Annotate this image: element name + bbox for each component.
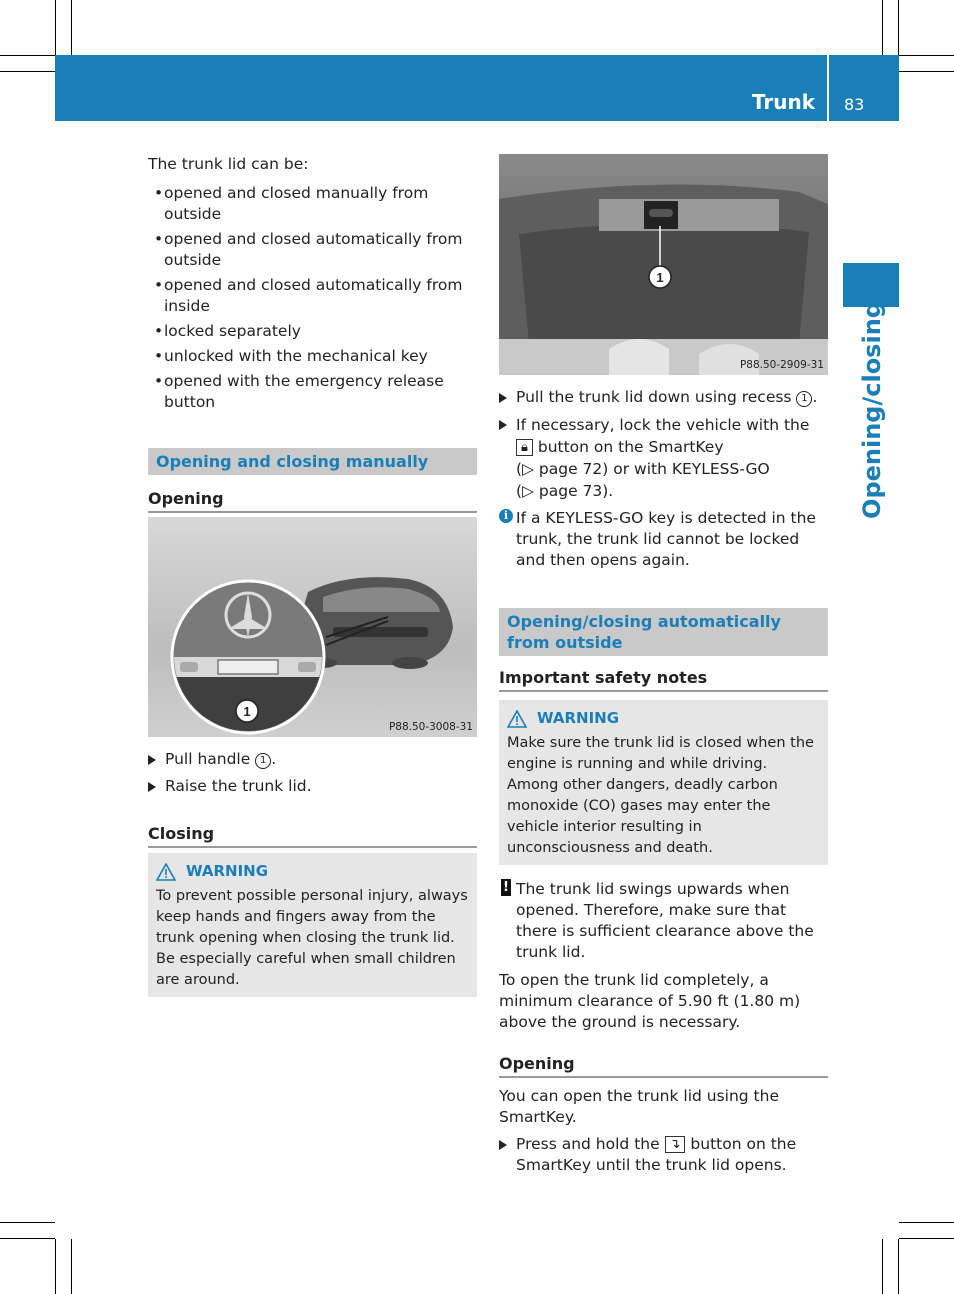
- crop-mark: [898, 1239, 899, 1294]
- list-item: • locked separately: [148, 321, 477, 342]
- crop-mark: [899, 1238, 954, 1239]
- page-reference: (▷ page 72) or with KEYLESS-GO: [516, 460, 770, 478]
- crop-mark: [882, 0, 883, 55]
- crop-mark: [55, 1239, 56, 1294]
- crop-mark: [899, 55, 954, 56]
- right-column: [499, 387, 828, 1182]
- list-item: • opened and closed automatically from outside: [148, 229, 477, 271]
- warning-triangle-icon: [156, 863, 176, 881]
- step-text: button on the SmartKey until the trunk lid opens.: [516, 1135, 797, 1174]
- warning-title: [507, 708, 820, 729]
- trunk-handle-illustration: [148, 517, 477, 737]
- trunk-interior-icon: [499, 154, 828, 375]
- warning-box: [499, 700, 828, 865]
- step-raise-lid: [148, 776, 477, 797]
- chapter-label: Opening/closing: [858, 301, 886, 519]
- warning-text: Make sure the trunk lid is closed when the engine is running and while driving. Among other dangers, deadly carbon monoxide (CO) gases may enter the vehicle interior resulting in unconsciousness and death.: [507, 735, 814, 856]
- left-column: [148, 154, 477, 548]
- crop-mark: [882, 1239, 883, 1294]
- step-pull-handle: [148, 749, 477, 770]
- trunk-lid-recess-illustration: [499, 154, 828, 375]
- opening-text: You can open the trunk lid using the SmartKey.: [499, 1087, 779, 1126]
- lock-key-icon: 🔒︎: [516, 439, 533, 456]
- exclamation-icon: !: [501, 879, 511, 896]
- list-item: • unlocked with the mechanical key: [148, 346, 477, 367]
- step-text: Raise the trunk lid.: [165, 777, 312, 795]
- step-lock-vehicle: [499, 414, 828, 502]
- list-item: • opened and closed manually from outside: [148, 183, 477, 225]
- step-text: Press and hold the: [516, 1135, 660, 1153]
- info-icon: i: [499, 509, 513, 523]
- caution-note: [499, 879, 828, 963]
- section-heading: Opening and closing manually: [148, 448, 477, 475]
- crop-mark: [55, 0, 56, 55]
- subsection-heading: Opening: [148, 488, 477, 513]
- list-item: • opened and closed automatically from inside: [148, 275, 477, 317]
- image-code: P88.50-3008-31: [388, 721, 473, 733]
- left-column-lower: [148, 749, 477, 997]
- car-rear-icon: [148, 517, 477, 737]
- step-text: Pull handle: [165, 750, 251, 768]
- crop-mark: [899, 71, 954, 72]
- list-item: • opened with the emergency release button: [148, 371, 477, 413]
- image-code: P88.50-2909-31: [739, 359, 824, 371]
- step-text: button on the SmartKey: [537, 438, 724, 456]
- step-arrow-icon: [499, 393, 507, 403]
- info-text: If a KEYLESS-GO key is detected in the trunk, the trunk lid cannot be locked and then opens again.: [516, 509, 816, 569]
- crop-mark: [899, 1222, 954, 1223]
- section-heading: Opening/closing automatically from outside: [499, 608, 828, 656]
- step-arrow-icon: [499, 420, 507, 430]
- step-arrow-icon: [148, 782, 156, 792]
- step-arrow-icon: [148, 755, 156, 765]
- step-press-hold: [499, 1134, 828, 1176]
- clearance-text: To open the trunk lid completely, a minimum clearance of 5.90 ft (1.80 m) above the ground is necessary.: [499, 971, 801, 1031]
- crop-mark: [0, 55, 55, 56]
- crop-mark: [71, 1239, 72, 1294]
- step-text: .: [271, 750, 277, 768]
- warning-label: WARNING: [186, 862, 269, 880]
- info-note: [499, 508, 828, 571]
- subsection-heading: Closing: [148, 823, 477, 848]
- crop-mark: [0, 1238, 55, 1239]
- step-text: .: [812, 388, 818, 406]
- section-title: Trunk: [751, 90, 815, 114]
- warning-label: WARNING: [537, 709, 620, 727]
- callout-number: 1: [255, 753, 271, 769]
- subsection-heading: Opening: [499, 1053, 828, 1078]
- page-number: 83: [844, 95, 865, 114]
- crop-mark: [0, 71, 55, 72]
- step-text: If necessary, lock the vehicle with the: [516, 416, 810, 434]
- step-arrow-icon: [499, 1140, 507, 1150]
- warning-text: To prevent possible personal injury, always keep hands and fingers away from the trunk opening when closing the trunk lid. Be especially careful when small children are around.: [156, 888, 468, 988]
- subsection-heading: Important safety notes: [499, 667, 828, 692]
- warning-triangle-icon: [507, 710, 527, 728]
- callout-number: 1: [656, 270, 664, 285]
- callout-number: 1: [796, 391, 812, 407]
- header-divider: [827, 55, 829, 121]
- step-pull-down: [499, 387, 828, 408]
- warning-title: [156, 861, 469, 882]
- page-reference: (▷ page 73).: [516, 482, 614, 500]
- warning-box: [148, 853, 477, 997]
- intro-text: The trunk lid can be:: [148, 155, 309, 173]
- crop-mark: [898, 0, 899, 55]
- page-header: [55, 55, 899, 121]
- step-text: Pull the trunk lid down using recess: [516, 388, 792, 406]
- callout-number: 1: [243, 704, 251, 719]
- caution-text: The trunk lid swings upwards when opened. Therefore, make sure that there is sufficient clearance above the trunk lid.: [516, 880, 814, 961]
- trunk-key-icon: ↴: [665, 1136, 686, 1153]
- crop-mark: [71, 0, 72, 55]
- crop-mark: [0, 1222, 55, 1223]
